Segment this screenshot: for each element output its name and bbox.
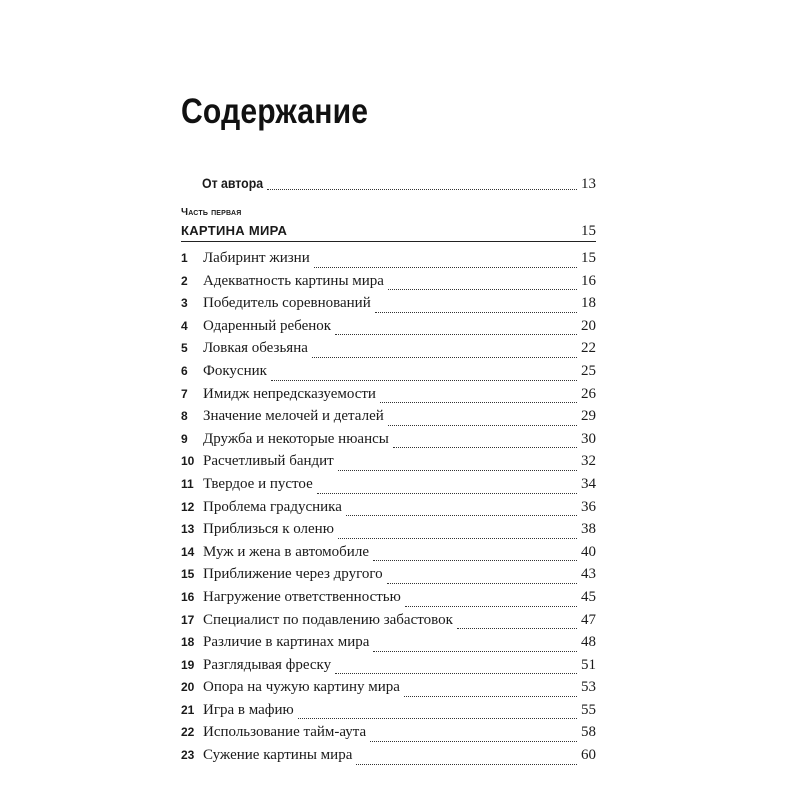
chapter-page: 18	[581, 295, 596, 312]
dot-leader	[298, 717, 577, 719]
chapter-number: 3	[181, 296, 188, 311]
dot-leader	[314, 266, 577, 268]
toc-entry	[181, 747, 596, 770]
chapter-page: 22	[581, 340, 596, 357]
part-label: Часть первая	[181, 207, 242, 218]
chapter-number: 17	[181, 612, 195, 627]
toc-entry	[181, 544, 596, 567]
chapter-number: 15	[181, 567, 195, 582]
dot-leader	[335, 333, 577, 335]
toc-entry	[181, 453, 596, 476]
chapter-title: Сужение картины мира	[203, 747, 353, 764]
chapter-number: 8	[181, 409, 188, 424]
dot-leader	[370, 740, 577, 742]
toc-entry	[181, 408, 596, 431]
dot-leader	[388, 424, 577, 426]
chapter-title: Адекватность картины мира	[203, 272, 384, 289]
dot-leader	[373, 559, 577, 561]
chapter-number: 16	[181, 589, 195, 604]
chapter-page: 15	[581, 250, 596, 266]
toc-entry-author	[202, 175, 596, 195]
dot-leader	[405, 605, 577, 607]
chapter-title: Специалист по подавлению забастовок	[203, 611, 453, 628]
chapter-title: Лабиринт жизни	[203, 250, 310, 266]
toc-entry	[181, 612, 596, 635]
chapter-number: 1	[181, 251, 188, 265]
toc-entry	[181, 363, 596, 386]
chapter-page: 20	[581, 317, 596, 334]
chapter-number: 13	[181, 522, 195, 537]
chapter-number: 19	[181, 657, 195, 672]
chapter-title: Расчетливый бандит	[203, 453, 334, 470]
chapter-page: 55	[581, 701, 596, 718]
chapter-title: Одаренный ребенок	[203, 317, 332, 334]
toc-entry	[181, 679, 596, 702]
chapter-title: Игра в мафию	[203, 701, 294, 718]
dot-leader	[338, 469, 577, 471]
chapter-page: 43	[581, 566, 596, 583]
chapter-page: 25	[581, 362, 596, 379]
chapter-number: 20	[181, 680, 195, 695]
toc-entry	[181, 386, 596, 409]
chapter-title: Победитель соревнований	[203, 295, 371, 312]
chapter-title: Дружба и некоторые нюансы	[203, 430, 389, 447]
toc-entry	[181, 702, 596, 725]
chapter-page: 40	[581, 543, 596, 560]
dot-leader	[338, 537, 577, 539]
chapter-number: 2	[181, 273, 188, 288]
chapter-number: 4	[181, 318, 188, 333]
chapter-number: 7	[181, 386, 188, 401]
chapter-title: Твердое и пустое	[203, 475, 313, 492]
chapter-number: 23	[181, 748, 195, 763]
dot-leader	[271, 379, 577, 381]
dot-leader	[457, 627, 577, 629]
chapter-page: 53	[581, 679, 596, 696]
dot-leader	[375, 311, 577, 313]
chapter-page: 48	[581, 634, 596, 651]
toc-entry	[181, 499, 596, 522]
part-heading	[181, 223, 596, 243]
chapter-page: 58	[581, 724, 596, 741]
chapter-page: 30	[581, 430, 596, 447]
toc-entry	[181, 295, 596, 318]
chapter-number: 11	[181, 476, 194, 491]
chapter-title: Использование тайм-аута	[203, 724, 367, 741]
toc-entry	[181, 634, 596, 657]
chapter-title: Имидж непредсказуемости	[203, 385, 376, 402]
toc-entry	[181, 657, 596, 680]
chapter-page: 60	[581, 747, 596, 764]
dot-leader	[346, 514, 577, 516]
chapter-title: Опора на чужую картину мира	[203, 679, 400, 696]
dot-leader	[317, 492, 577, 494]
part-page: 15	[581, 223, 596, 239]
chapter-page: 38	[581, 521, 596, 538]
dot-leader	[335, 672, 577, 674]
page-title: Содержание	[181, 92, 369, 131]
chapter-page: 16	[581, 272, 596, 289]
chapter-number: 14	[181, 544, 195, 559]
chapter-title: Проблема градусника	[203, 498, 342, 515]
dot-leader	[387, 582, 577, 584]
toc-entry	[181, 250, 596, 273]
chapter-number: 10	[181, 454, 195, 469]
chapter-title: Нагружение ответственностью	[203, 588, 401, 605]
dot-leader	[373, 650, 577, 652]
chapter-title: Разглядывая фреску	[203, 656, 332, 673]
chapter-page: 45	[581, 588, 596, 605]
part-divider	[181, 241, 596, 242]
chapter-number: 12	[181, 499, 195, 514]
chapter-number: 22	[181, 725, 195, 740]
chapter-title: Различие в картинах мира	[203, 634, 370, 651]
toc-entry	[181, 431, 596, 454]
chapter-page: 34	[581, 475, 596, 492]
chapter-number: 18	[181, 635, 195, 650]
dot-leader	[388, 288, 577, 290]
toc-entry	[181, 521, 596, 544]
dot-leader	[404, 695, 577, 697]
chapter-page: 51	[581, 656, 596, 673]
toc-entry	[181, 724, 596, 747]
chapter-page: 29	[581, 408, 596, 425]
toc-entry	[181, 273, 596, 296]
toc-entry	[181, 318, 596, 341]
chapter-title: Приближение через другого	[203, 566, 383, 583]
chapter-title: Ловкая обезьяна	[203, 340, 308, 357]
chapter-page: 47	[581, 611, 596, 628]
toc-entry	[181, 340, 596, 363]
chapter-list	[181, 250, 596, 770]
chapter-page: 36	[581, 498, 596, 515]
chapter-number: 5	[181, 341, 188, 356]
chapter-title: Приблизься к оленю	[203, 521, 334, 538]
author-entry-label: От автора	[202, 175, 264, 191]
part-title: КАРТИНА МИРА	[181, 223, 288, 238]
toc-entry	[181, 566, 596, 589]
chapter-number: 9	[181, 431, 188, 446]
chapter-page: 32	[581, 453, 596, 470]
toc-entry	[181, 476, 596, 499]
dot-leader	[312, 356, 577, 358]
chapter-page: 26	[581, 385, 596, 402]
chapter-number: 6	[181, 363, 188, 378]
chapter-title: Значение мелочей и деталей	[203, 408, 384, 425]
chapter-number: 21	[181, 702, 195, 717]
dot-leader	[380, 401, 577, 403]
toc-entry	[181, 589, 596, 612]
dot-leader	[356, 763, 577, 765]
dot-leader	[393, 446, 577, 448]
chapter-title: Фокусник	[203, 362, 267, 379]
dot-leader	[267, 188, 577, 190]
chapter-title: Муж и жена в автомобиле	[203, 543, 369, 560]
author-entry-page: 13	[581, 176, 596, 192]
